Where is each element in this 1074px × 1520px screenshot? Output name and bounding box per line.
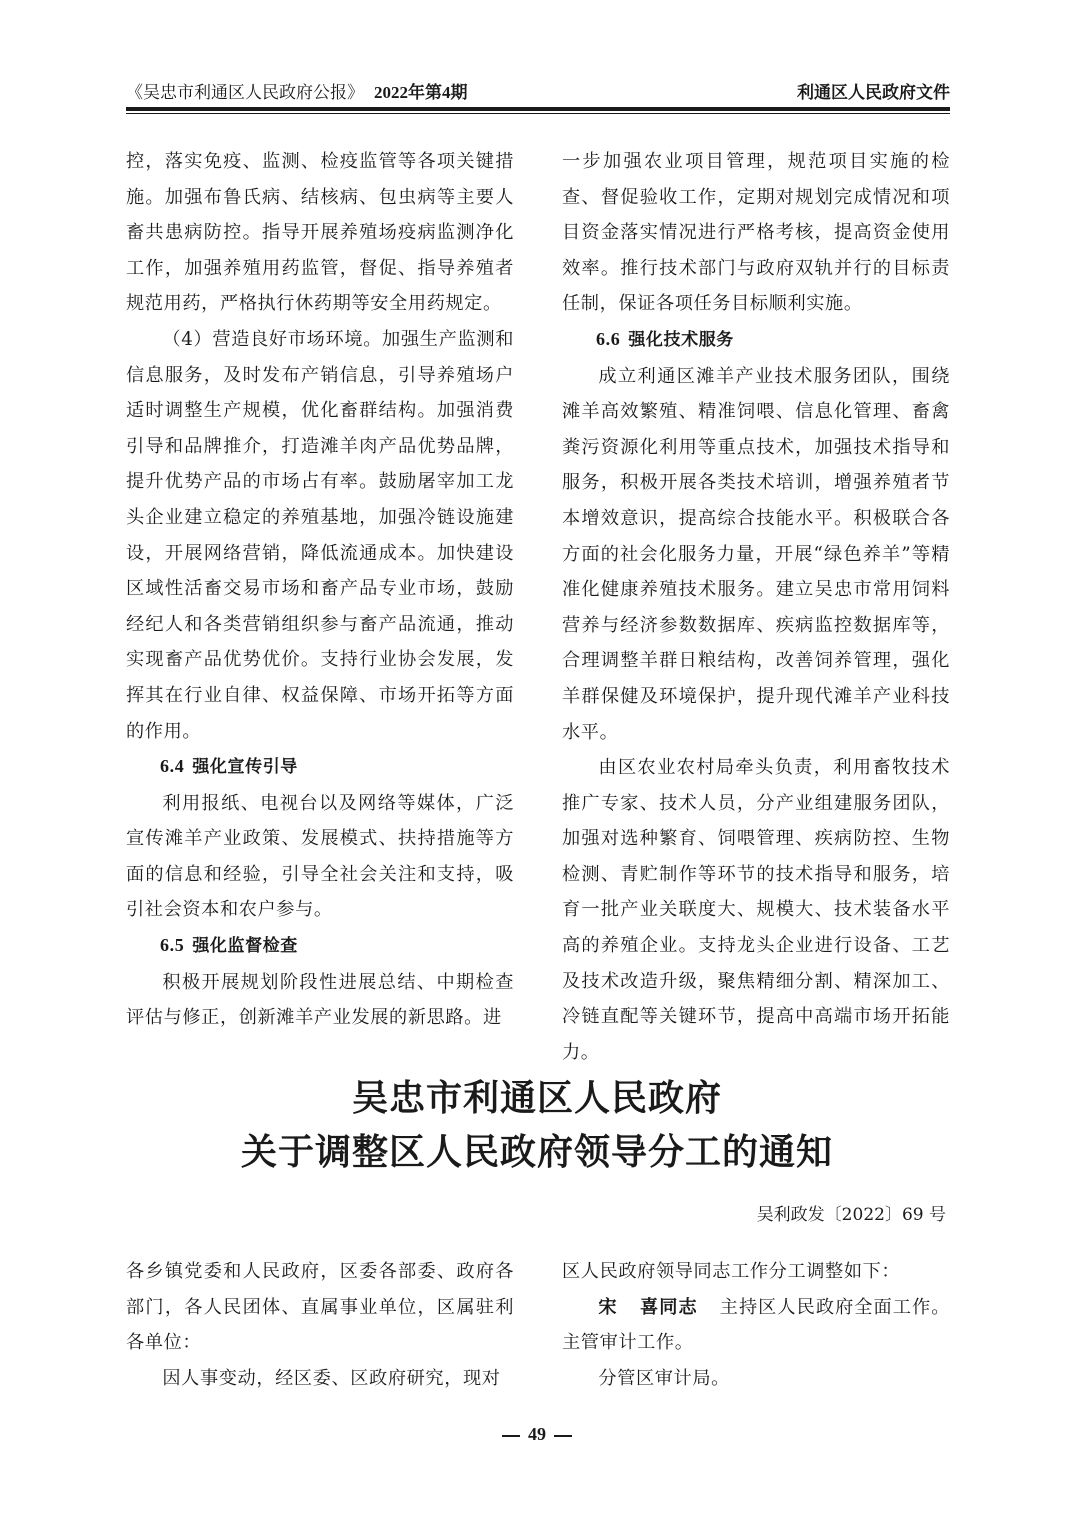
article-left-column (126, 144, 514, 1036)
document-number: 吴利政发〔2022〕69 号 (756, 1205, 946, 1225)
paragraph: 积极开展规划阶段性进展总结、中期检查评估与修正，创新滩羊产业发展的新思路。进 (126, 971, 514, 1029)
notice-left-column (126, 1254, 514, 1396)
paragraph: 控，落实免疫、监测、检疫监管等各项关键措施。加强布鲁氏病、结核病、包虫病等主要人畜共患病防控。指导开展养殖场疫病监测净化工作，加强养殖用药监管，督促、指导养殖者规范用药，严格执行休药期等安全用药规定。 (126, 151, 514, 315)
leader-duty: 主持区人民政府全面工作。主管审计工作。 (562, 1296, 950, 1354)
salutation: 各乡镇党委和人民政府，区委各部委、政府各部门，各人民团体、直属事业单位，区属驻利各单位： (126, 1261, 514, 1354)
dash-left (502, 1435, 520, 1437)
running-header (126, 78, 950, 118)
section-heading-6-4 (126, 749, 514, 786)
paragraph: （4）营造良好市场环境。加强生产监测和信息服务，及时发布产销信息，引导养殖场户适时调整生产规模，优化畜群结构。加强消费引导和品牌推介，打造滩羊肉产品优势品牌，提升优势产品的市场占有率。鼓励屠宰加工龙头企业建立稳定的养殖基地，加强冷链设施建设，开展网络营销，降低流通成本。加快建设区域性活畜交易市场和畜产品专业市场，鼓励经纪人和各类营销组织参与畜产品流通，推动实现畜产品优势优价。支持行业协会发展，发挥其在行业自律、权益保障、市场开拓等方面的作用。 (126, 328, 514, 742)
header-section: 利通区人民政府文件 (797, 83, 950, 103)
header-rule-thin (126, 113, 950, 114)
dash-right (554, 1435, 572, 1437)
section-number: 6.4 (160, 756, 185, 777)
paragraph: 由区农业农村局牵头负责，利用畜牧技术推广专家、技术人员，分产业组建服务团队，加强对选种繁育、饲喂管理、疾病防控、生物检测、青贮制作等环节的技术指导和服务，培育一批产业关联度大、规模大、技术装备水平高的养殖企业。支持龙头企业进行设备、工艺及技术改造升级，聚焦精细分割、精深加工、冷链直配等关键环节，提高中高端市场开拓能力。 (562, 757, 950, 1063)
header-rule-thick (126, 107, 950, 111)
section-heading-6-6 (562, 322, 950, 359)
section-title: 强化技术服务 (628, 329, 734, 350)
publication-name: 《吴忠市利通区人民政府公报》 (126, 83, 364, 103)
intro-paragraph-end: 区人民政府领导同志工作分工调整如下： (562, 1261, 901, 1282)
leader-assignment (562, 1290, 950, 1361)
section-title: 强化监督检查 (192, 936, 298, 957)
section-title: 强化宣传引导 (192, 757, 298, 778)
header-publication-info (126, 78, 468, 103)
paragraph: 一步加强农业项目管理，规范项目实施的检查、督促验收工作，定期对规划完成情况和项目资金落实情况进行严格考核，提高资金使用效率。推行技术部门与政府双轨并行的目标责任制，保证各项任务目标顺利实施。 (562, 151, 950, 315)
notice-title-line1: 吴忠市利通区人民政府 (351, 1077, 722, 1119)
notice-right-column (562, 1254, 950, 1396)
section-heading-6-5 (126, 928, 514, 965)
issue-number: 2022年第4期 (374, 83, 468, 102)
paragraph: 成立利通区滩羊产业技术服务团队，围绕滩羊高效繁殖、精准饲喂、信息化管理、畜禽粪污资源化利用等重点技术，加强技术指导和服务，积极开展各类技术培训，增强养殖者节本增效意识，提高综合技能水平。积极联合各方面的社会化服务力量，开展“绿色养羊”等精准化健康养殖技术服务。建立吴忠市常用饲料营养与经济参数数据库、疾病监控数据库等，合理调整羊群日粮结构，改善饲养管理，强化羊群保健及环境保护，提升现代滩羊产业科技水平。 (562, 365, 950, 743)
page-number-value: 49 (528, 1424, 546, 1444)
leader-oversees: 分管区审计局。 (598, 1367, 730, 1389)
article-right-column (562, 144, 950, 1070)
leader-given-name: 喜同志 (639, 1296, 698, 1318)
section-number: 6.5 (160, 935, 185, 956)
leader-name (598, 1297, 697, 1318)
leader-surname: 宋 (598, 1296, 618, 1318)
notice-title-line2: 关于调整区人民政府领导分工的通知 (240, 1131, 833, 1173)
paragraph: 利用报纸、电视台以及网络等媒体，广泛宣传滩羊产业政策、发展模式、扶持措施等方面的信息和经验，引导全社会关注和支持，吸引社会资本和农户参与。 (126, 792, 514, 921)
intro-paragraph-start: 因人事变动，经区委、区政府研究，现对 (162, 1367, 501, 1389)
section-number: 6.6 (596, 328, 621, 349)
page-number (0, 1424, 1074, 1445)
